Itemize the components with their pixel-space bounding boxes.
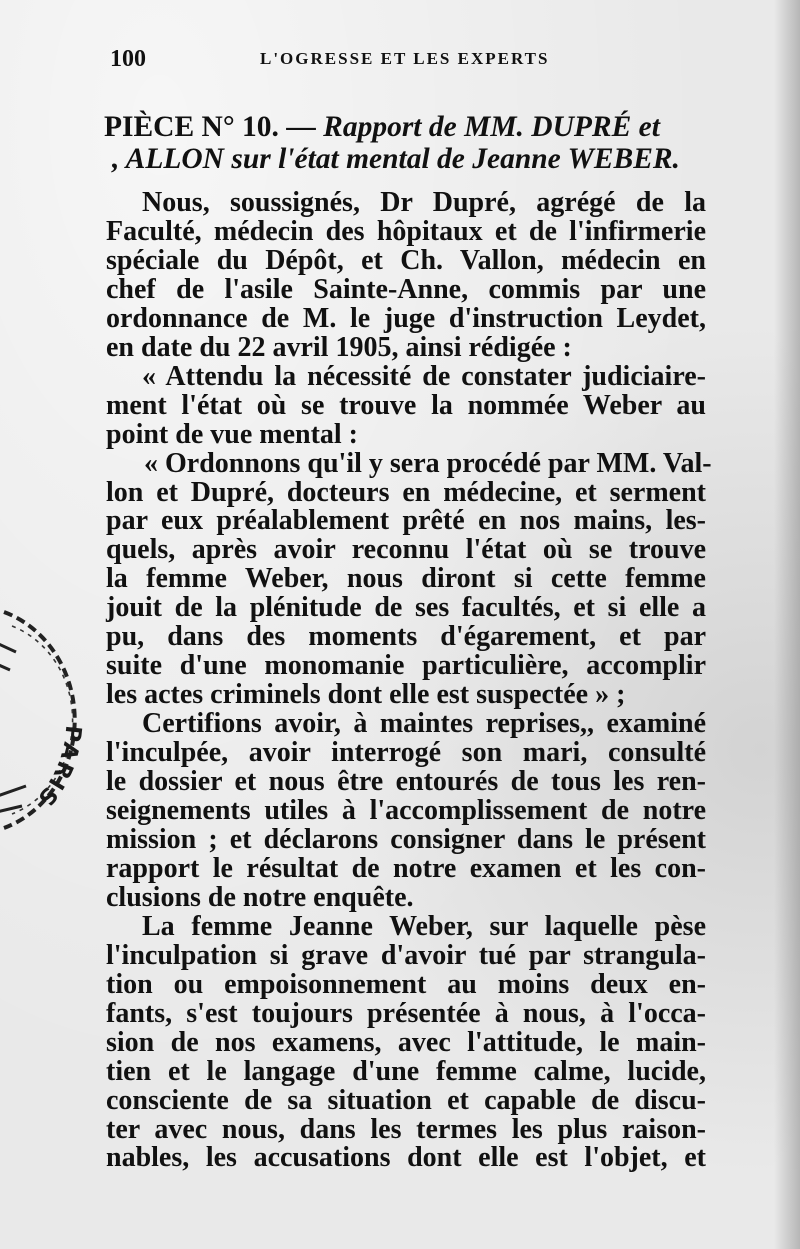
text-line: « Attendu la nécessité de constater judiciaire-: [142, 360, 706, 392]
piece-heading: [104, 111, 708, 175]
heading-italic-1: Rapport de MM. DUPRÉ et: [323, 111, 660, 143]
svg-text:PARIS: [31, 724, 85, 811]
text-line: nables, les accusations dont elle est l'objet, et: [106, 1142, 706, 1174]
page-number: 100: [110, 46, 146, 72]
text-line: La femme Jeanne Weber, sur laquelle pèse: [142, 910, 706, 942]
text-line: tion ou empoisonnement au moins deux en-: [106, 968, 706, 1000]
text-line: ter avec nous, dans les termes les plus raison-: [106, 1113, 706, 1145]
running-title: L'OGRESSE ET LES EXPERTS: [260, 49, 550, 68]
text-line: la femme Weber, nous diront si cette femme: [106, 563, 706, 595]
page-edge-shadow: [774, 0, 800, 1249]
paragraph-5: [106, 910, 706, 1174]
text-line: seignements utiles à l'accomplissement de notre: [106, 795, 706, 827]
text-line: Nous, soussignés, Dr Dupré, agrégé de la: [142, 187, 706, 218]
text-line: tien et le langage d'une femme calme, lucide,: [106, 1055, 706, 1087]
heading-line-2: , ALLON sur l'état mental de Jeanne WEBER.: [112, 143, 680, 175]
text-line: le dossier et nous être entourés de tous les ren-: [106, 766, 706, 798]
text-line: spéciale du Dépôt, et Ch. Vallon, médecin en: [106, 244, 706, 276]
library-stamp: [0, 600, 96, 840]
text-line: « Ordonnons qu'il y sera procédé par MM. Val-: [144, 447, 712, 479]
text-line: jouit de la plénitude de ses facultés, et si elle a: [106, 592, 706, 624]
text-line: mission ; et déclarons consigner dans le présent: [106, 823, 706, 855]
stamp-text: PARIS: [31, 724, 86, 812]
text-line: l'inculpée, avoir interrogé son mari, consulté: [106, 737, 706, 769]
heading-plain: PIÈCE N° 10. —: [104, 111, 324, 143]
text-line: en date du 22 avril 1905, ainsi rédigée :: [106, 331, 572, 363]
text-line: les actes criminels dont elle est suspectée » ;: [106, 679, 626, 711]
heading-line-1: [104, 111, 708, 143]
text-line: ment l'état où se trouve la nommée Weber au: [106, 389, 706, 421]
text-line: fants, s'est toujours présentée à nous, à l'occa-: [106, 997, 706, 1029]
text-line: point de vue mental :: [106, 418, 358, 450]
text-line: quels, après avoir reconnu l'état où se trouve: [106, 534, 706, 566]
text-line: pu, dans des moments d'égarement, et par: [106, 621, 706, 653]
paragraph-3: [106, 447, 712, 711]
text-line: consciente de sa situation et capable de discu-: [106, 1084, 706, 1116]
text-line: clusions de notre enquête.: [106, 881, 414, 913]
text-line: Faculté, médecin des hôpitaux et de l'infirmerie: [106, 215, 706, 247]
running-head: [110, 46, 706, 76]
body-text: [106, 187, 712, 1174]
text-line: lon et Dupré, docteurs en médecine, et serment: [106, 476, 706, 508]
paragraph-2: [106, 360, 706, 450]
text-line: sion de nos examens, avec l'attitude, le main-: [106, 1026, 706, 1058]
paragraph-4: [106, 710, 706, 913]
text-line: Certifions avoir, à maintes reprises,, examiné: [142, 708, 706, 740]
text-line: suite d'une monomanie particulière, accomplir: [106, 650, 706, 682]
paragraph-1: [106, 189, 706, 363]
text-line: par eux préalablement prêté en nos mains, les-: [106, 505, 706, 537]
text-line: rapport le résultat de notre examen et les con-: [106, 852, 706, 884]
text-line: chef de l'asile Sainte-Anne, commis par une: [106, 273, 706, 305]
text-line: l'inculpation si grave d'avoir tué par strangula-: [106, 939, 706, 971]
text-line: ordonnance de M. le juge d'instruction Leydet,: [106, 302, 706, 334]
